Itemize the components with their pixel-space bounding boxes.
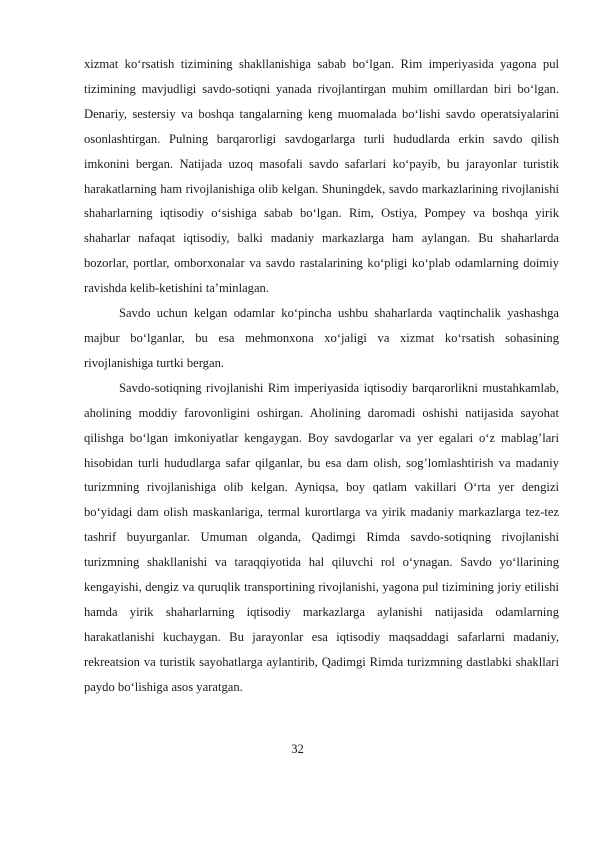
paragraph: Savdo uchun kelgan odamlar ko‘pincha ushbu shaharlarda vaqtinchalik yashashga majbur bo‘lganlar, bu esa mehmonxona xo‘jaligi va xizmat ko‘rsatish sohasining rivojlanishiga turtki bergan.: [84, 306, 559, 370]
document-body: [84, 52, 559, 700]
paragraph-continued: xizmat ko‘rsatish tizimining shakllanishiga sabab bo‘lgan. Rim imperiyasida yagona pul tizimining mavjudligi savdo-sotiqni yanada rivojlantirgan muhim omillardan biri bo‘lgan. Denariy, sestersiy va boshqa tangalarning keng muomalada bo‘lishi savdo operatsiyalarini osonlashtirgan. Pulning barqarorligi savdogarlarga turli hududlarda erkin savdo qilish imkonini bergan. Natijada uzoq masofali savdo safarlari ko‘payib, bu jarayonlar turistik harakatlarning ham rivojlanishiga olib kelgan. Shuningdek, savdo markazlarining rivojlanishi shaharlarning iqtisodiy o‘sishiga sabab bo‘lgan. Rim, Ostiya, Pompey va boshqa yirik shaharlar nafaqat iqtisodiy, balki madaniy markazlarga ham aylangan. Bu shaharlarda bozorlar, portlar, omborxonalar va savdo rastalarining ko‘pligi ko‘plab odamlarning doimiy ravishda kelib-ketishini ta’minlagan.: [84, 57, 559, 296]
page-number: 32: [291, 742, 304, 756]
paragraph: Savdo-sotiqning rivojlanishi Rim imperiyasida iqtisodiy barqarorlikni mustahkamlab, aholining moddiy farovonligini oshirgan. Aholining daromadi oshishi natijasida sayohat qilishga bo‘lgan imkoniyatlar kengaygan. Boy savdogarlar va yer egalari o‘z mablag’lari hisobidan turli hududlarga safar qilganlar, bu esa dam olish, sog’lomlashtirish va madaniy turizmning rivojlanishiga olib kelgan. Ayniqsa, boy qatlam vakillari O‘rta yer dengizi bo‘yidagi dam olish maskanlariga, termal kurortlarga va yirik madaniy markazlarga tez-tez tashrif buyurganlar. Umuman olganda, Qadimgi Rimda savdo-sotiqning rivojlanishi turizmning shakllanishi va taraqqiyotida hal qiluvchi rol o‘ynagan. Savdo yo‘llarining kengayishi, dengiz va quruqlik transportining rivojlanishi, yagona pul tizimining joriy etilishi hamda yirik shaharlarning iqtisodiy markazlarga aylanishi natijasida odamlarning harakatlanishi kuchaygan. Bu jarayonlar esa iqtisodiy maqsaddagi safarlarni madaniy, rekreatsion va turistik sayohatlarga aylantirib, Qadimgi Rimda turizmning dastlabki shakllari paydo bo‘lishiga asos yaratgan.: [84, 380, 559, 694]
